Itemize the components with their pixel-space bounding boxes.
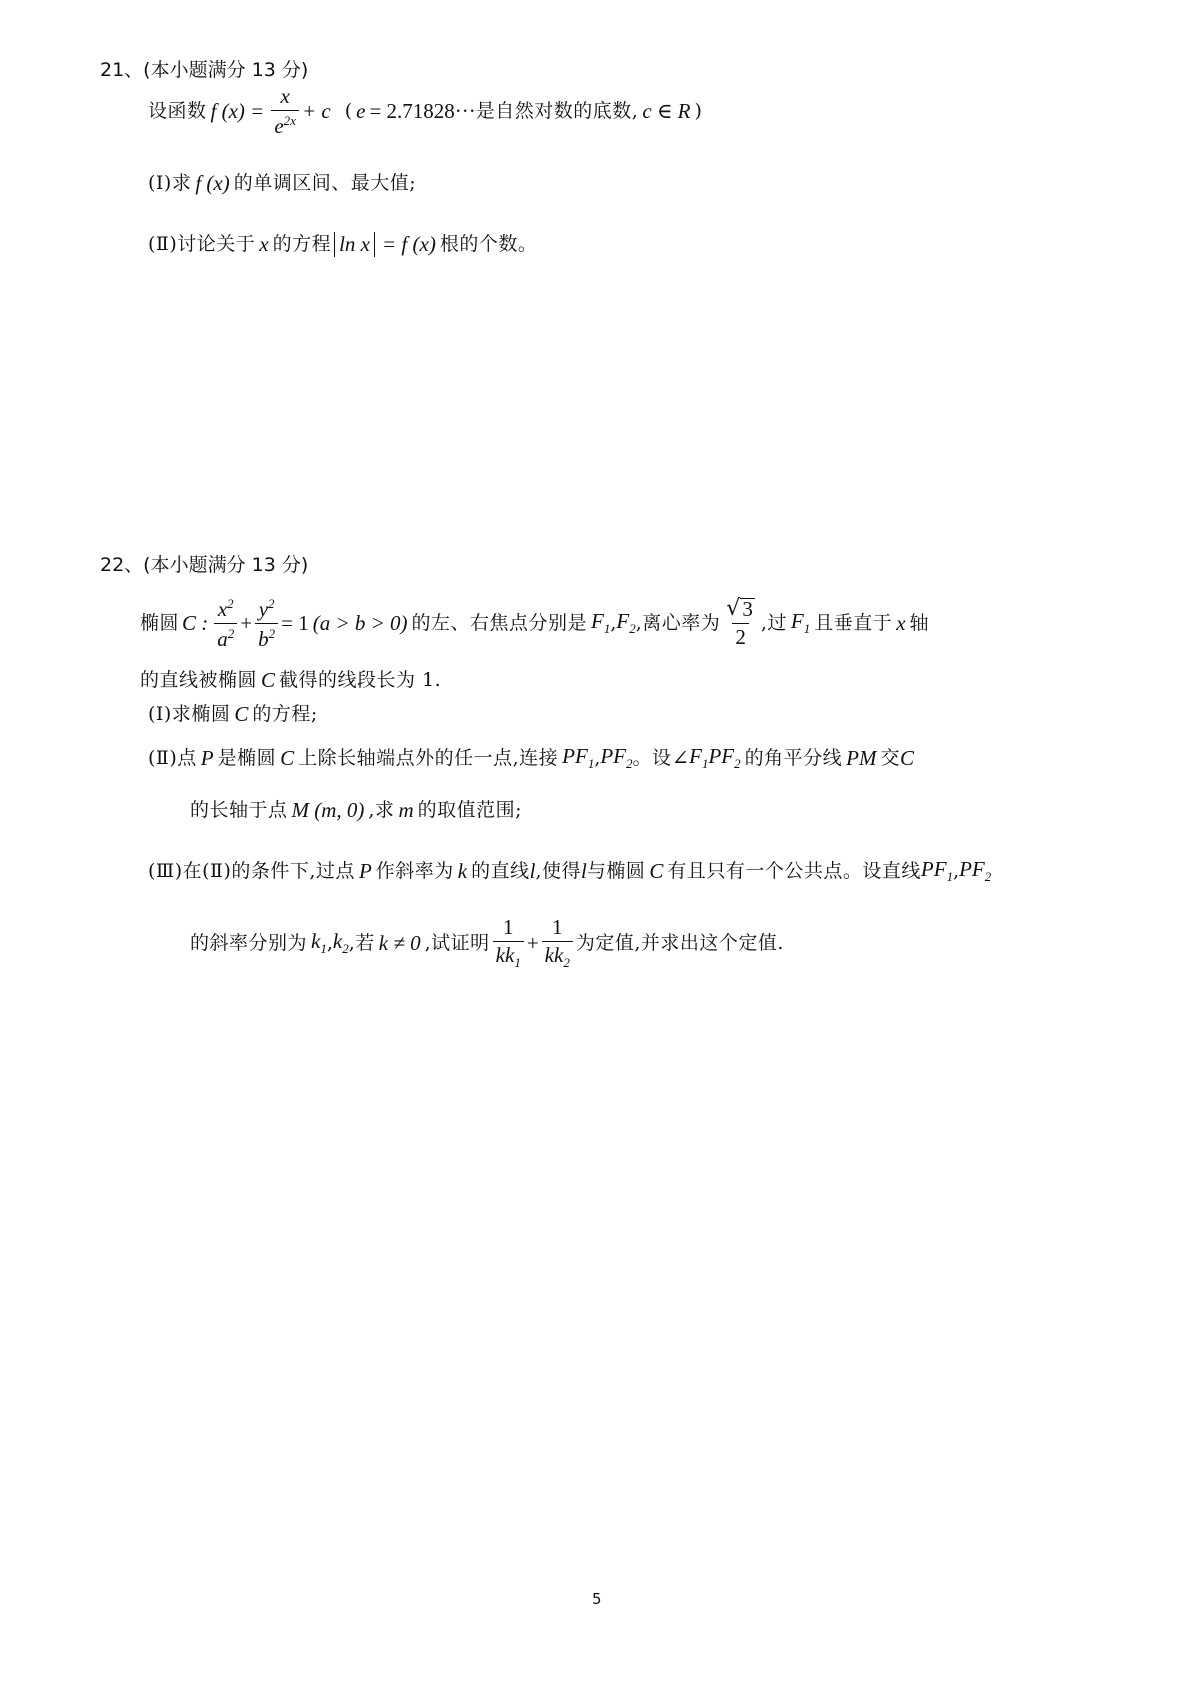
q21-intro: 设函数 <box>148 99 207 122</box>
q22-a-sq: 2 <box>227 625 235 641</box>
q21-fraction <box>271 83 299 138</box>
q22-angle-F2-sub: 2 <box>734 756 741 772</box>
q22-angle-F1: F <box>689 744 702 768</box>
q22-frac-x2-a2 <box>214 597 237 650</box>
q22-header: 22、(本小题满分 13 分) <box>100 554 309 576</box>
q21-c-in-R: c ∈ R <box>642 98 691 123</box>
sqrt-icon: √ <box>726 596 741 621</box>
angle-icon: ∠ <box>671 745 690 770</box>
q22-axis-char: 轴 <box>909 611 930 634</box>
q21-fx: f (x) = <box>210 98 265 123</box>
q22-PF2-sub: 2 <box>626 756 633 772</box>
q22-p2-e: 交 <box>880 746 900 769</box>
q22-PF1-sub: 1 <box>587 756 595 772</box>
q21-frac-num: x <box>280 83 290 108</box>
q22-p3-b: 的直线 <box>471 859 530 882</box>
q22-part3 <box>148 859 991 883</box>
q22-line2 <box>140 670 441 691</box>
q22-p2-b: 上除长轴端点外的任一点,连接 <box>298 746 559 769</box>
q22-p3-c: ,使得 <box>535 859 582 882</box>
q21-part2-label: (Ⅱ)讨论关于 <box>148 233 256 255</box>
q22-frac1-kk: kk <box>495 942 515 967</box>
q22-frac1-num: 1 <box>503 914 514 939</box>
q22-comma: , <box>610 611 617 634</box>
q22-part2-line2 <box>190 800 522 821</box>
q21-header: 21、(本小题满分 13 分) <box>100 59 309 81</box>
q22-p2-label: (Ⅱ)点 <box>148 746 197 769</box>
q22-sqrt3: 3 <box>742 597 753 621</box>
q22-F2: F <box>616 608 630 633</box>
q22-cond: (a > b > 0) <box>312 610 408 635</box>
q22-k1: k <box>311 928 321 953</box>
q22-frac2-num: 1 <box>552 914 563 939</box>
q22-comma-d: , <box>326 931 333 954</box>
q22-p1-label: (Ⅰ)求椭圆 <box>148 703 231 725</box>
q22-ellipse-label: 椭圆 <box>140 611 180 634</box>
q22-frac-1-kk2 <box>542 914 573 971</box>
q22-k1-sub: 1 <box>320 941 327 957</box>
q22-p3-line2c: ,试证明 <box>424 931 490 954</box>
q22-angle-F1-sub: 1 <box>701 756 709 772</box>
q22-p3-line2b: ,若 <box>348 931 375 954</box>
q21-e: e <box>356 98 366 123</box>
q22-F2-sub: 2 <box>629 621 636 637</box>
q22-part2 <box>148 746 914 770</box>
q22-line2b: 截得的线段长为 1. <box>279 669 442 691</box>
q22-p3-a: 作斜率为 <box>375 859 454 882</box>
q22-ecc-den: 2 <box>732 623 749 648</box>
q22-p2-a: 是椭圆 <box>217 746 277 769</box>
q22-p2-line2a: 的长轴于点 <box>190 799 288 821</box>
q22-F1: F <box>591 608 604 633</box>
q22-angle-P: P <box>708 744 722 768</box>
q22-P-b: P <box>358 858 372 883</box>
q22-frac1-sub: 1 <box>514 955 521 971</box>
q22-p2-c: 。设 <box>632 746 672 769</box>
q22-C-colon: C : <box>182 610 209 635</box>
q21-part2 <box>148 232 537 257</box>
q22-l-a: l <box>529 858 536 883</box>
q22-PM: PM <box>846 745 877 770</box>
q22-PF1: PF <box>562 744 588 768</box>
q22-line2a: 的直线被椭圆 <box>140 669 258 691</box>
q22-perp-text: 且垂直于 <box>814 611 893 634</box>
q22-x-sq: 2 <box>227 595 234 611</box>
q22-p3-d: 与椭圆 <box>586 859 646 882</box>
q22-C-e: C <box>649 858 664 883</box>
q21-part2-rest: 根的个数。 <box>439 233 538 255</box>
q22-p3-line2a: 的斜率分别为 <box>190 931 308 954</box>
q21-plus-c: + c <box>301 98 331 123</box>
q22-k2: k <box>332 928 343 953</box>
q22-b: b <box>258 626 269 651</box>
q22-plus: + <box>240 610 253 635</box>
q22-k2-sub: 2 <box>342 941 349 957</box>
q22-p1-rest: 的方程; <box>252 703 318 725</box>
q21-part2-x: x <box>259 232 269 256</box>
q22-a: a <box>217 626 228 651</box>
q22-frac-1-kk1 <box>493 914 524 971</box>
q21-part1-rest: 的单调区间、最大值; <box>233 172 417 194</box>
q22-frac-y2-b2 <box>255 597 278 650</box>
q22-foci-text: 的左、右焦点分别是 <box>411 611 588 634</box>
q21-paren-open: ( <box>344 99 353 122</box>
q22-p3-PF2-sub: 2 <box>984 869 992 885</box>
q21-part1-fx: f (x) <box>195 171 230 195</box>
q22-comma-c: , <box>953 859 960 882</box>
q21-paren-close: ) <box>694 99 702 122</box>
q22-through: ,过 <box>760 611 787 634</box>
q22-k: k <box>457 858 468 883</box>
q22-PF2: PF <box>600 744 627 768</box>
q21-part2-mid: 的方程 <box>272 233 332 255</box>
q22-x-axis-var: x <box>896 610 906 635</box>
q21-part2-ln: ln x <box>334 232 375 257</box>
q21-e-desc: 是自然对数的底数, <box>475 99 639 122</box>
q22-p2-d: 的角平分线 <box>744 746 843 769</box>
q22-F1-b: F <box>790 608 804 633</box>
q22-plus-b: + <box>526 930 539 955</box>
q21-part1-label: (Ⅰ)求 <box>148 172 192 194</box>
q22-p2-line2b: ,求 <box>368 799 395 821</box>
q22-frac2-kk: kk <box>544 942 564 967</box>
q21-frac-den-sup: 2x <box>283 112 296 128</box>
q21-frac-den: e <box>274 113 284 138</box>
q22-part3-line2 <box>190 910 784 976</box>
q21-e-value: = 2.71828··· <box>369 98 476 123</box>
q22-p2-line2c: 的取值范围; <box>417 799 523 821</box>
q22-p3-line2d: 为定值,并求出这个定值. <box>575 931 784 954</box>
q22-F1-b-sub: 1 <box>803 621 811 637</box>
q22-l-b: l <box>581 858 587 883</box>
q22-p3-PF1: PF <box>920 857 947 881</box>
q22-y: y <box>258 596 269 621</box>
q22-F1-sub: 1 <box>603 621 611 637</box>
q22-frac2-sub: 2 <box>563 955 570 971</box>
q21-part2-eq: = f (x) <box>382 232 436 256</box>
q22-p3-PF2: PF <box>959 857 985 881</box>
q22-M-point: M (m, 0) <box>291 798 365 822</box>
q22-eq1: = 1 <box>281 610 309 635</box>
q22-y-sq: 2 <box>268 595 275 611</box>
q22-x: x <box>217 596 228 621</box>
q22-p3-e: 有且只有一个公共点。设直线 <box>667 859 921 882</box>
q22-C-d: C <box>899 745 914 770</box>
q22-comma-b: , <box>594 746 601 769</box>
q22-ecc-text: ,离心率为 <box>635 611 721 634</box>
q21-part1 <box>148 173 416 194</box>
q21-function-definition <box>148 85 702 137</box>
q22-ecc-frac <box>723 598 758 648</box>
q22-p3-label: (Ⅲ)在(Ⅱ)的条件下,过点 <box>148 859 355 882</box>
q22-m: m <box>398 798 414 822</box>
q22-p3-PF1-sub: 1 <box>946 869 954 885</box>
page-number: 5 <box>592 1590 602 1608</box>
q22-k-ne-0: k ≠ 0 <box>378 930 421 955</box>
q22-angle-F2: F <box>721 744 735 768</box>
q22-P-a: P <box>200 745 214 770</box>
q22-C-b: C <box>234 702 249 726</box>
q22-b-sq: 2 <box>268 625 276 641</box>
q22-part1 <box>148 704 318 725</box>
q22-C-c: C <box>280 745 295 770</box>
q22-ellipse-definition <box>140 590 929 656</box>
q22-C-a: C <box>261 668 276 692</box>
